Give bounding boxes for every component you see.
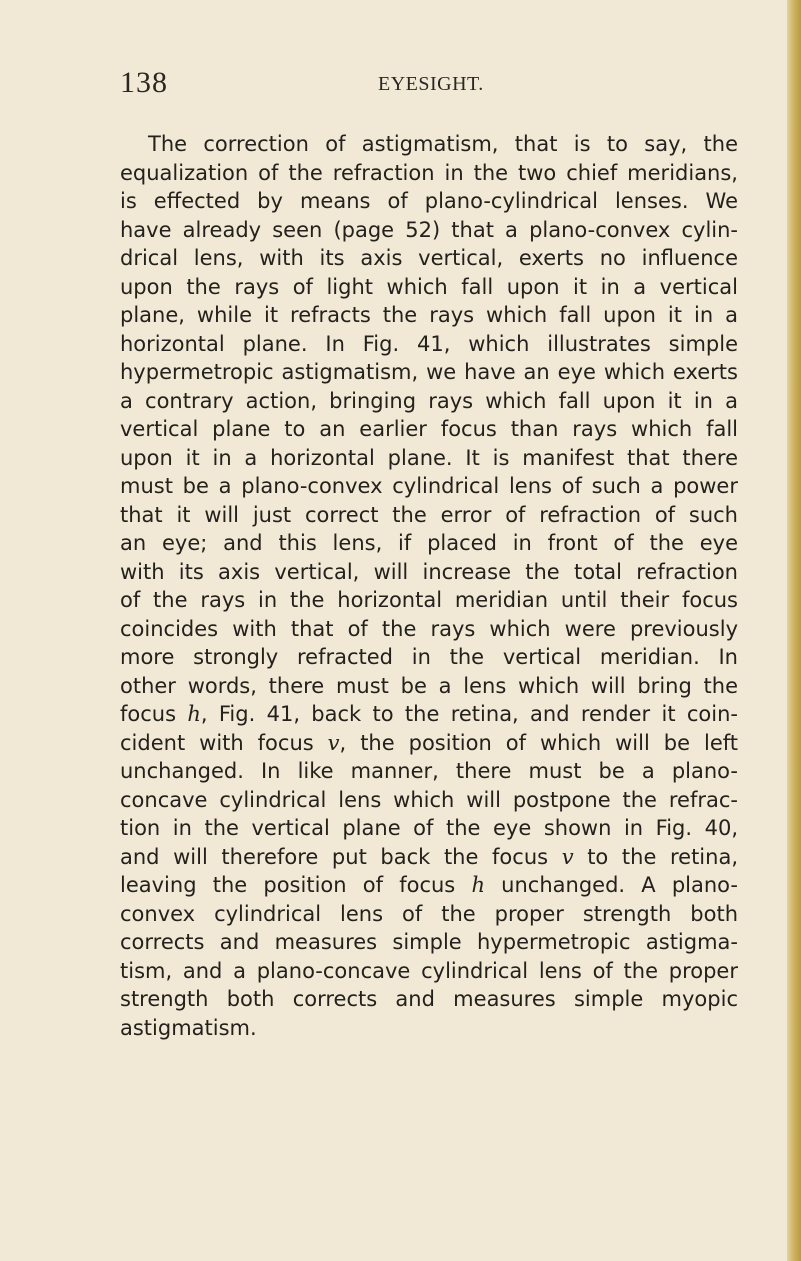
text-line: coincides with that of the rays which were previously <box>120 616 738 641</box>
text-line: vertical plane to an earlier focus than rays which fall <box>120 417 738 441</box>
text-segment: leaving the position of focus <box>120 873 472 897</box>
text-line: drical lens, with its axis vertical, exerts no influence <box>120 246 738 270</box>
text-line: tion in the vertical plane of the eye shown in Fig. 40, <box>120 816 738 840</box>
text-line: other words, there must be a lens which will bring the <box>120 673 738 698</box>
text-line: with its axis vertical, will increase the total refraction <box>120 559 738 584</box>
text-line <box>120 700 738 729</box>
text-line: tism, and a plano-concave cylindrical lens of the proper <box>120 958 738 983</box>
body-paragraph <box>120 130 738 1042</box>
running-head: EYESIGHT. <box>378 73 484 95</box>
text-line: is effected by means of plano-cylindrical lenses. We <box>120 189 738 213</box>
text-line: The correction of astigmatism, that is to say, the <box>148 132 738 156</box>
text-line: plane, while it refracts the rays which fall upon it in a <box>120 303 738 327</box>
text-line: more strongly refracted in the vertical meridian. In <box>120 645 738 669</box>
text-line: upon the rays of light which fall upon it in a vertical <box>120 274 738 299</box>
text-line: convex cylindrical lens of the proper strength both <box>120 901 738 926</box>
text-segment: , the position of which will be left <box>339 730 738 755</box>
italic-symbol: h <box>471 873 485 897</box>
text-line: upon it in a horizontal plane. It is manifest that there <box>120 445 738 470</box>
text-line: must be a plano-convex cylindrical lens of such a power <box>120 474 738 498</box>
page-header <box>120 66 680 106</box>
page-edge <box>787 0 801 1261</box>
text-segment: to the retina, <box>573 844 738 869</box>
text-line: equalization of the refraction in the two chief meridians, <box>120 160 738 185</box>
text-line: an eye; and this lens, if placed in front of the eye <box>120 531 738 555</box>
text-line: have already seen (page 52) that a plano-convex cylin- <box>120 217 738 242</box>
text-line <box>120 843 738 872</box>
italic-symbol: v <box>561 844 574 869</box>
text-segment: , Fig. 41, back to the retina, and render it coin- <box>200 702 738 726</box>
text-segment: cident with focus <box>120 730 328 755</box>
text-line: strength both corrects and measures simple myopic <box>120 987 738 1011</box>
italic-symbol: h <box>187 702 201 726</box>
text-line <box>120 729 738 758</box>
text-line: horizontal plane. In Fig. 41, which illustrates simple <box>120 331 738 356</box>
text-segment: unchanged. A plano- <box>484 873 738 897</box>
text-line: concave cylindrical lens which will postpone the refrac- <box>120 787 738 812</box>
text-line: corrects and measures simple hypermetropic astigma- <box>120 930 738 954</box>
text-line: hypermetropic astigmatism, we have an eye which exerts <box>120 360 738 384</box>
text-line: unchanged. In like manner, there must be a plano- <box>120 759 738 783</box>
italic-symbol: v <box>327 730 340 755</box>
text-line: that it will just correct the error of refraction of such <box>120 502 738 527</box>
text-line: of the rays in the horizontal meridian until their focus <box>120 588 738 612</box>
text-line: a contrary action, bringing rays which fall upon it in a <box>120 388 738 413</box>
page-number: 138 <box>120 66 168 99</box>
text-line <box>120 871 738 900</box>
text-segment: focus <box>120 702 188 726</box>
text-line: astigmatism. <box>120 1015 257 1040</box>
text-segment: and will therefore put back the focus <box>120 844 562 869</box>
